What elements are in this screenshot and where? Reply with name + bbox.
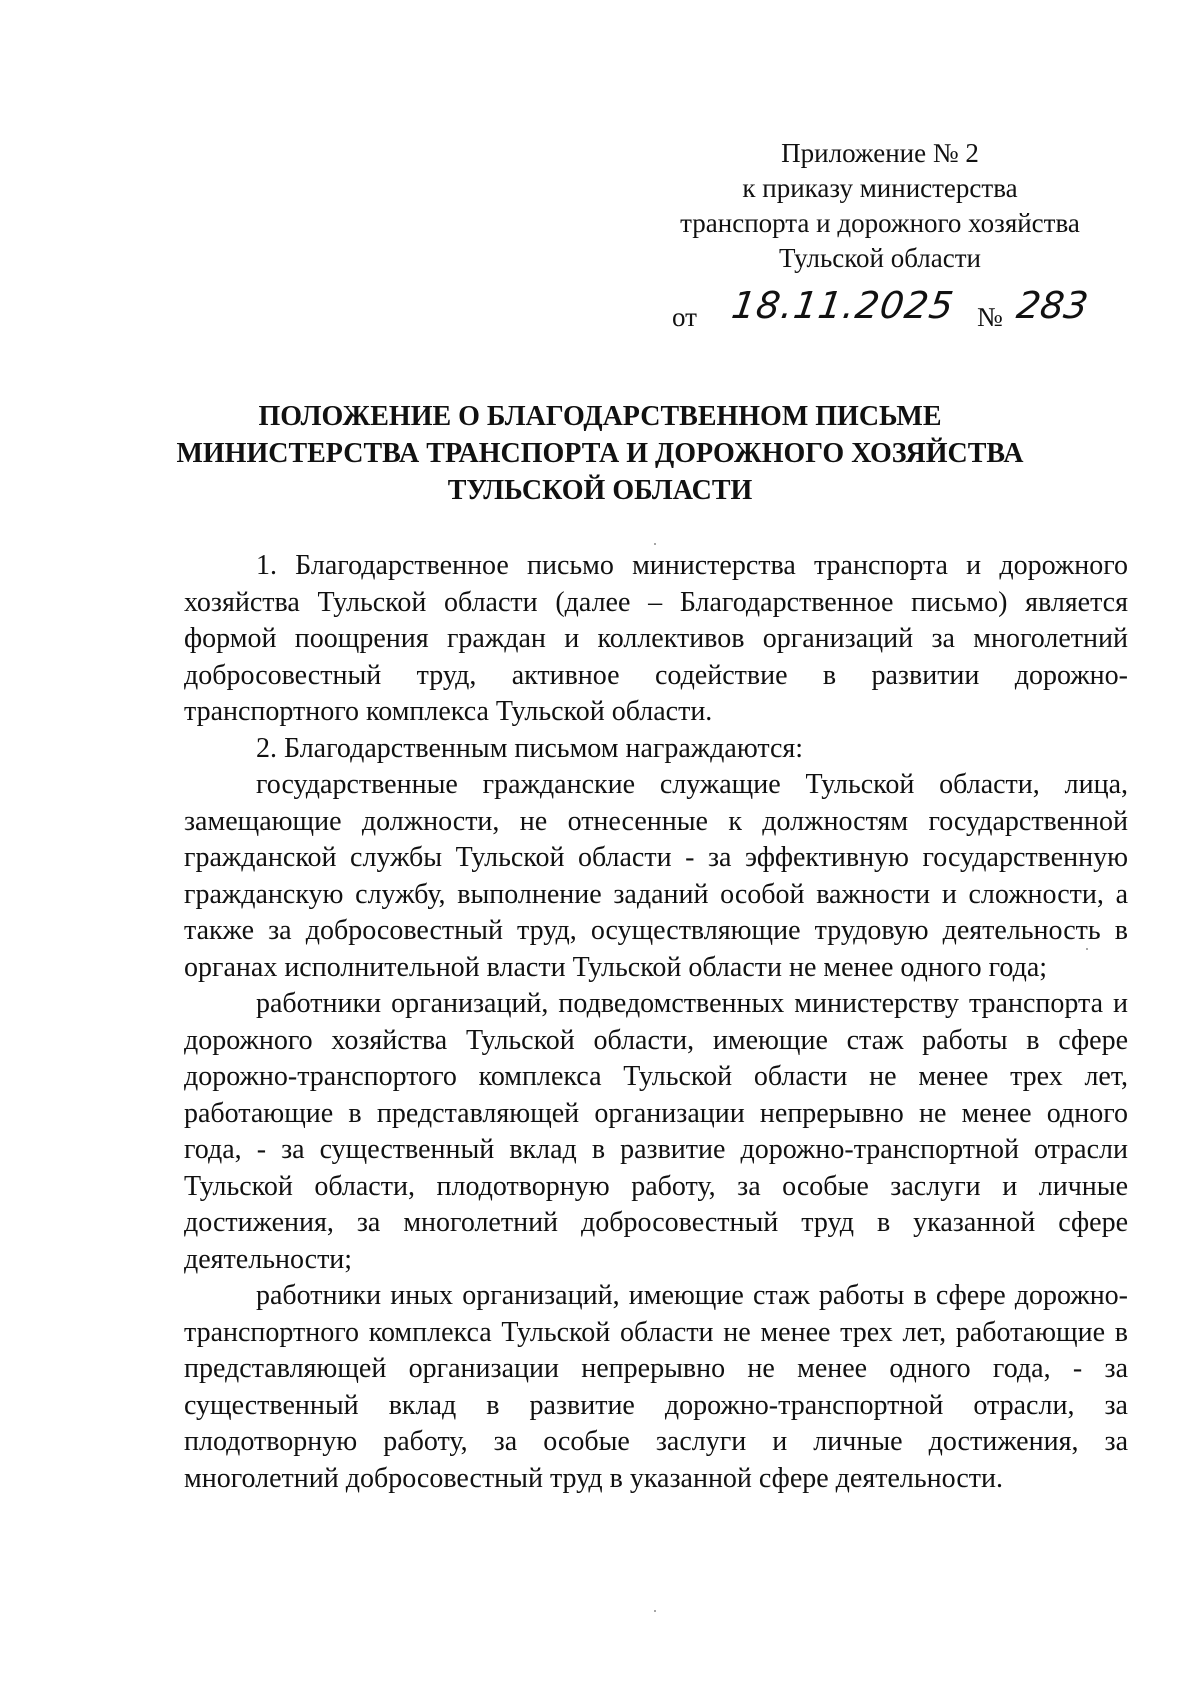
title-line-2: МИНИСТЕРСТВА ТРАНСПОРТА И ДОРОЖНОГО ХОЗЯЙСТВА: [176, 438, 1024, 469]
approval-line-region: Тульской области: [779, 243, 981, 273]
scan-speck: [654, 1610, 656, 1612]
approval-line-ministry: транспорта и дорожного хозяйства: [680, 208, 1080, 238]
paragraph-2: 2. Благодарственным письмом награждаются:: [256, 732, 804, 764]
scan-speck: [1086, 948, 1088, 950]
approval-line-appendix: Приложение № 2: [781, 138, 979, 168]
order-date-number-line: [672, 284, 1152, 344]
handwritten-date: 18.11.2025: [728, 284, 957, 327]
title-line-3: ТУЛЬСКОЙ ОБЛАСТИ: [447, 475, 753, 506]
paragraph-1: 1. Благодарственное письмо министерства транспорта и дорожного хозяйства Тульской области (далее – Благодарственное письмо) является формой поощрения граждан и коллективов организаций за многолетний добросовестный труд, активное содействие в развитии дорожно-транспортного комплекса Тульской области.: [184, 550, 1128, 727]
approval-line-order: к приказу министерства: [742, 173, 1018, 203]
paragraph-civil-servants: государственные гражданские служащие Тульской области, лица, замещающие должности, не отнесенные к должностям государственной гражданской службы Тульской области - за эффективную государственную гражданскую службу, выполнение заданий особой важности и сложности, а также за добросовестный труд, осуществляющие трудовую деятельность в органах исполнительной власти Тульской области не менее одного года;: [184, 769, 1128, 983]
paragraph-subordinate-workers: работники организаций, подведомственных министерству транспорта и дорожного хозяйства Тульской области, имеющие стаж работы в сфере дорожно-транспортого комплекса Тульской области не менее трех лет, работающие в представляющей организации непрерывно не менее одного года, - за существенный вклад в развитие дорожно-транспортной отрасли Тульской области, плодотворную работу, за особые заслуги и личные достижения, за многолетний добросовестный труд в указанной сфере деятельности;: [184, 988, 1128, 1275]
document-title: [150, 398, 1050, 509]
scan-speck: [654, 543, 656, 545]
date-label: от: [672, 302, 697, 332]
approval-block: [640, 136, 1120, 276]
paragraph-other-workers: работники иных организаций, имеющие стаж работы в сфере дорожно-транспортного комплекса Тульской области не менее трех лет, работающие в представляющей организации непрерывно не менее одного года, - за существенный вклад в развитие дорожно-транспортной отрасли, за плодотворную работу, за особые заслуги и личные достижения, за многолетний добросовестный труд в указанной сфере деятельности.: [184, 1280, 1128, 1494]
title-line-1: ПОЛОЖЕНИЕ О БЛАГОДАРСТВЕННОМ ПИСЬМЕ: [258, 401, 942, 432]
document-body: [184, 548, 1128, 1497]
number-label: №: [977, 302, 1003, 332]
handwritten-number: 283: [1013, 284, 1091, 327]
